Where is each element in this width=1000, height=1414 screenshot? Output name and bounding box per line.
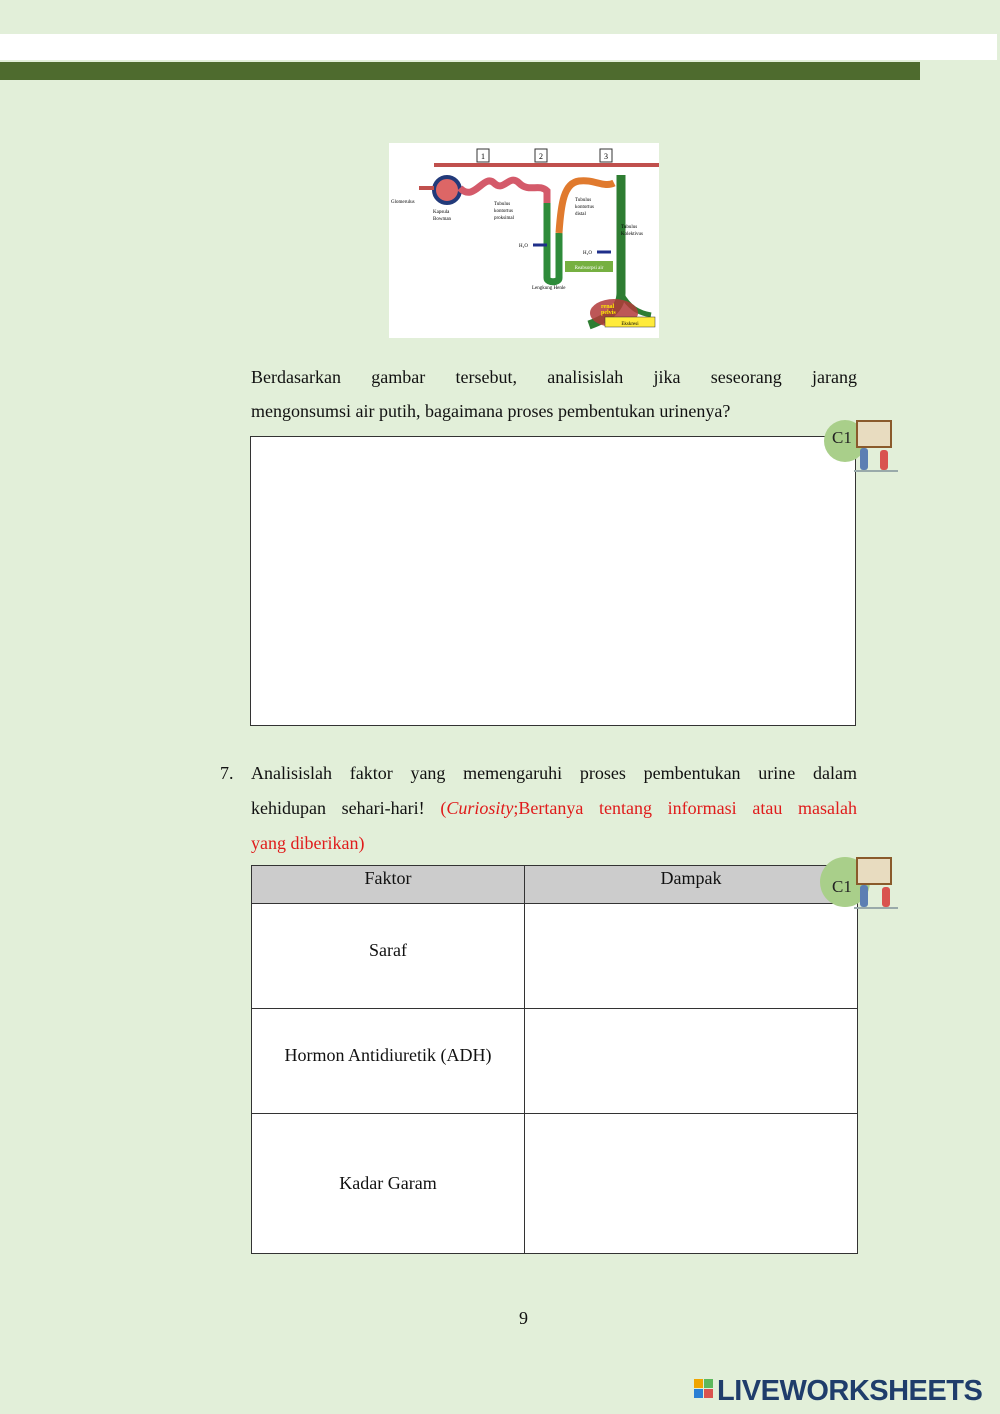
question-7-text bbox=[251, 756, 857, 861]
dampak-input-cell[interactable] bbox=[525, 1114, 858, 1254]
svg-text:Glomerulus: Glomerulus bbox=[391, 200, 415, 205]
svg-text:2: 2 bbox=[539, 152, 543, 161]
svg-text:1: 1 bbox=[481, 152, 485, 161]
svg-text:Bowman: Bowman bbox=[433, 217, 452, 222]
c1-label: C1 bbox=[832, 428, 852, 447]
svg-text:H₂O: H₂O bbox=[583, 251, 592, 256]
page-number: 9 bbox=[519, 1308, 528, 1328]
teacher-board-icon bbox=[856, 420, 892, 448]
header-faktor: Faktor bbox=[252, 866, 525, 904]
proximal-tubule bbox=[460, 180, 547, 203]
table-header-row bbox=[252, 866, 858, 904]
header-band-white bbox=[0, 34, 997, 60]
svg-text:Kapsula: Kapsula bbox=[433, 210, 450, 215]
header-band-green bbox=[0, 62, 920, 80]
question-6-text bbox=[251, 360, 857, 429]
svg-text:Kolektivus: Kolektivus bbox=[621, 232, 643, 237]
number-box-3 bbox=[600, 149, 612, 162]
svg-text:H₂O: H₂O bbox=[519, 244, 528, 249]
svg-text:3: 3 bbox=[604, 152, 608, 161]
svg-text:Reabsorpsi air: Reabsorpsi air bbox=[574, 266, 604, 271]
header-dampak: Dampak bbox=[525, 866, 858, 904]
faktor-cell: Hormon Antidiuretik (ADH) bbox=[252, 1009, 525, 1114]
c1-badge-q7 bbox=[820, 857, 898, 917]
glomerulus-shape bbox=[434, 177, 460, 203]
dampak-input-cell[interactable] bbox=[525, 1009, 858, 1114]
svg-text:distal: distal bbox=[575, 212, 586, 217]
svg-text:Tubulus: Tubulus bbox=[621, 225, 638, 230]
liveworksheets-brand[interactable] bbox=[694, 1375, 982, 1408]
number-box-1 bbox=[477, 149, 489, 162]
svg-text:Lengkung Henle: Lengkung Henle bbox=[532, 286, 566, 291]
table-row bbox=[252, 1009, 858, 1114]
dampak-input-cell[interactable] bbox=[525, 904, 858, 1009]
table-row bbox=[252, 1114, 858, 1254]
table-row bbox=[252, 904, 858, 1009]
svg-text:proksimal: proksimal bbox=[494, 216, 514, 221]
question-7-line-1: Analisislah faktor yang memengaruhi proses pembentukan urine dalam bbox=[251, 763, 857, 783]
faktor-cell: Saraf bbox=[252, 904, 525, 1009]
svg-text:kontortus: kontortus bbox=[494, 209, 513, 214]
svg-text:Tubulus: Tubulus bbox=[494, 202, 511, 207]
factor-table bbox=[251, 865, 858, 1254]
svg-text:kontortus: kontortus bbox=[575, 205, 594, 210]
vessel bbox=[434, 163, 659, 167]
question-6-line-2: mengonsumsi air putih, bagaimana proses pembentukan urinenya? bbox=[251, 401, 731, 421]
question-6-line-1: Berdasarkan gambar tersebut, analisislah jika seseorang jarang bbox=[251, 367, 857, 387]
answer-box-q6[interactable] bbox=[250, 436, 856, 726]
number-box-2 bbox=[535, 149, 547, 162]
c1-label: C1 bbox=[832, 877, 852, 896]
nephron-figure bbox=[389, 143, 659, 338]
teacher-board-icon bbox=[856, 857, 892, 885]
question-7-number: 7. bbox=[220, 763, 234, 783]
svg-text:Tubulus: Tubulus bbox=[575, 198, 592, 203]
faktor-cell: Kadar Garam bbox=[252, 1114, 525, 1254]
svg-text:pelvis: pelvis bbox=[601, 310, 616, 316]
c1-badge-q6 bbox=[824, 420, 902, 480]
liveworksheets-logo-icon bbox=[694, 1379, 714, 1399]
svg-text:renal: renal bbox=[601, 304, 615, 310]
question-7-line-2: kehidupan sehari-hari! (Curiosity;Bertanya tentang informasi atau masalah bbox=[251, 798, 858, 818]
svg-text:Ekskresi: Ekskresi bbox=[621, 322, 639, 327]
question-7-line-3: yang diberikan) bbox=[251, 833, 365, 853]
brand-text: LIVEWORKSHEETS bbox=[717, 1375, 983, 1407]
